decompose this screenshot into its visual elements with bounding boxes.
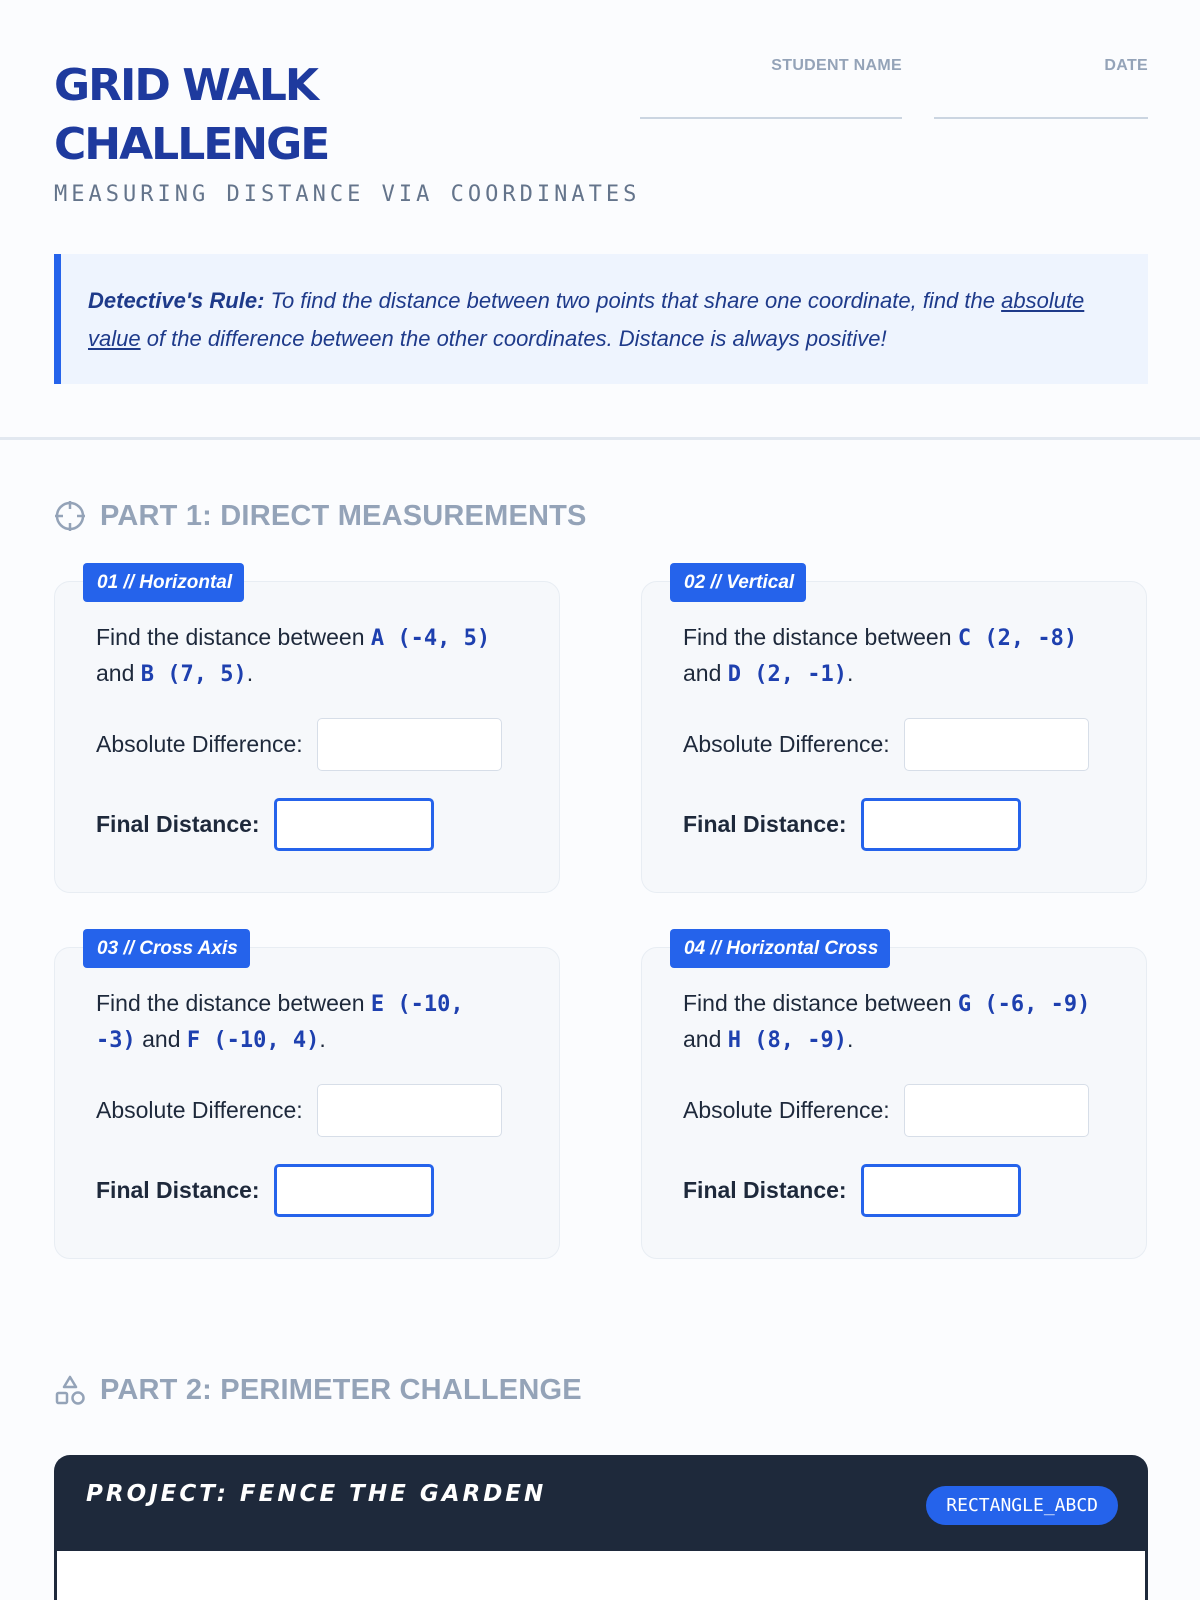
absolute-difference-row (96, 1084, 502, 1137)
project-panel (54, 1455, 1148, 1600)
part1-heading (54, 496, 587, 536)
problem-prompt: Find the distance between C (2, -8) and D (2, -1). (683, 624, 1078, 687)
detectives-rule-callout (54, 254, 1148, 384)
absolute-difference-row (96, 718, 502, 771)
problem-card-4 (641, 938, 1147, 1259)
final-distance-label: Final Distance: (683, 1177, 847, 1203)
point-a: A (-4, 5) (370, 626, 491, 651)
project-tag: RECTANGLE_ABCD (926, 1486, 1118, 1525)
absolute-difference-input[interactable] (904, 718, 1089, 771)
problem-badge: 01 // Horizontal (83, 563, 244, 602)
date-field[interactable] (934, 56, 1148, 120)
final-distance-input[interactable] (861, 1164, 1021, 1217)
problem-badge: 02 // Vertical (670, 563, 806, 602)
shapes-icon (54, 1374, 86, 1406)
final-distance-row (683, 1164, 1021, 1217)
final-distance-input[interactable] (274, 1164, 434, 1217)
problem-card-3 (54, 938, 560, 1259)
problem-prompt: Find the distance between A (-4, 5) and B (7, 5). (96, 624, 491, 687)
problem-prompt: Find the distance between G (-6, -9) and H (8, -9). (683, 990, 1091, 1053)
absolute-difference-label: Absolute Difference: (96, 1097, 303, 1123)
worksheet-header (54, 56, 1148, 216)
student-name-label: STUDENT NAME (771, 57, 902, 74)
final-distance-row (96, 798, 434, 851)
absolute-difference-label: Absolute Difference: (683, 731, 890, 757)
final-distance-label: Final Distance: (96, 811, 260, 837)
absolute-difference-input[interactable] (317, 1084, 502, 1137)
point-g: G (-6, -9) (957, 992, 1091, 1017)
absolute-difference-input[interactable] (317, 718, 502, 771)
student-name-line (640, 117, 902, 119)
crosshair-icon (54, 500, 86, 532)
point-f: F (-10, 4) (186, 1028, 320, 1053)
point-c: C (2, -8) (957, 626, 1078, 651)
problem-card-1 (54, 572, 560, 893)
final-distance-label: Final Distance: (96, 1177, 260, 1203)
student-name-field[interactable] (640, 56, 902, 120)
absolute-difference-label: Absolute Difference: (683, 1097, 890, 1123)
problem-badge: 04 // Horizontal Cross (670, 929, 890, 968)
final-distance-row (683, 798, 1021, 851)
final-distance-input[interactable] (861, 798, 1021, 851)
rule-lead: Detective's Rule: (88, 288, 265, 313)
rule-underlined: absolute value (88, 288, 1085, 351)
absolute-difference-input[interactable] (904, 1084, 1089, 1137)
project-body (57, 1551, 1145, 1600)
rule-text-1: To find the distance between two points that share one coordinate, find the (264, 288, 1002, 313)
page-title: GRID WALK CHALLENGE (54, 60, 329, 170)
part2-heading (54, 1370, 582, 1410)
point-b: B (7, 5) (140, 662, 247, 687)
point-h: H (8, -9) (727, 1028, 847, 1053)
problem-card-2 (641, 572, 1147, 893)
date-line (934, 117, 1148, 119)
absolute-difference-row (683, 718, 1089, 771)
absolute-difference-label: Absolute Difference: (96, 731, 303, 757)
point-e: E (-10, -3) (96, 992, 464, 1053)
absolute-difference-row (683, 1084, 1089, 1137)
date-label: DATE (1104, 57, 1148, 74)
final-distance-label: Final Distance: (683, 811, 847, 837)
part1-heading-text: PART 1: DIRECT MEASUREMENTS (100, 499, 587, 532)
point-d: D (2, -1) (727, 662, 847, 687)
rule-text-2: of the difference between the other coordinates. Distance is always positive! (140, 326, 887, 351)
problem-prompt: Find the distance between E (-10, -3) and F (-10, 4). (96, 990, 464, 1053)
final-distance-row (96, 1164, 434, 1217)
page-subtitle: MEASURING DISTANCE VIA COORDINATES (54, 182, 641, 207)
problem-badge: 03 // Cross Axis (83, 929, 250, 968)
final-distance-input[interactable] (274, 798, 434, 851)
section-divider (0, 437, 1200, 440)
project-title: PROJECT: FENCE THE GARDEN (86, 1481, 547, 1507)
part2-heading-text: PART 2: PERIMETER CHALLENGE (100, 1373, 582, 1406)
